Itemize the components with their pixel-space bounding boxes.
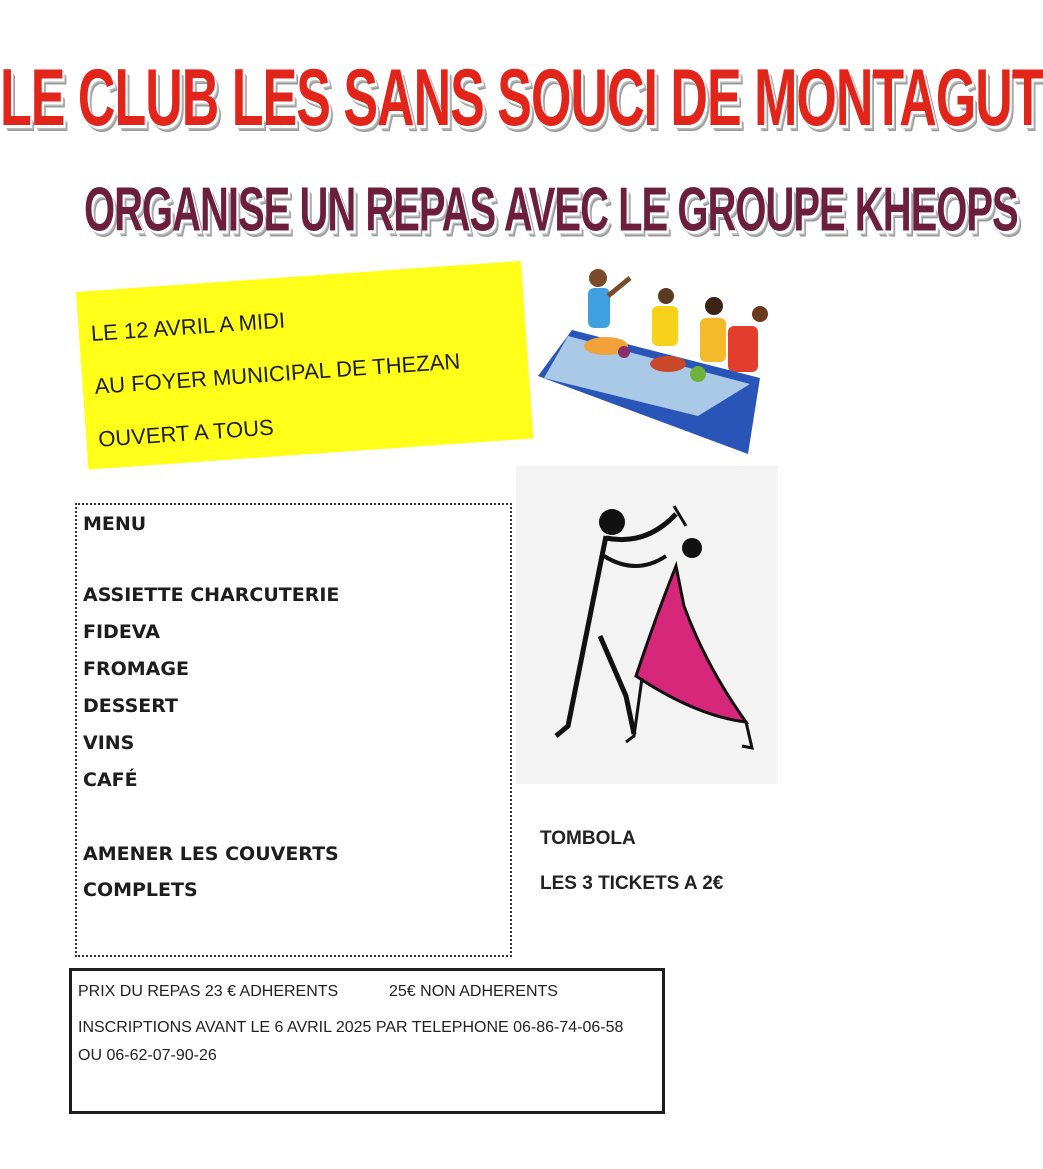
tombola-label: TOMBOLA — [540, 828, 636, 849]
event-info-box — [76, 261, 533, 470]
dinner-party-illustration — [538, 266, 760, 458]
main-title: LE CLUB LES SANS SOUCI DE MONTAGUT — [0, 53, 1043, 144]
tombola-tickets: LES 3 TICKETS A 2€ — [540, 873, 724, 894]
menu-item: ASSIETTE CHARCUTERIE — [83, 584, 340, 606]
registration-info: INSCRIPTIONS AVANT LE 6 AVRIL 2025 PAR TELEPHONE 06-86-74-06-58 — [78, 1019, 624, 1036]
dancing-couple-illustration — [516, 466, 778, 784]
event-date: LE 12 AVRIL A MIDI — [90, 307, 286, 347]
price-non-members: 25€ NON ADHERENTS — [389, 983, 558, 1000]
event-open: OUVERT A TOUS — [97, 414, 275, 452]
alt-phone: OU 06-62-07-90-26 — [78, 1047, 217, 1064]
pricing-box — [69, 968, 665, 1114]
menu-item: DESSERT — [83, 695, 178, 717]
menu-item: CAFÉ — [83, 769, 138, 791]
event-place: AU FOYER MUNICIPAL DE THEZAN — [93, 348, 461, 399]
menu-item: FROMAGE — [83, 658, 189, 680]
subtitle: ORGANISE UN REPAS AVEC LE GROUPE KHEOPS — [84, 176, 1018, 245]
price-members: PRIX DU REPAS 23 € ADHERENTS — [78, 983, 339, 1000]
menu-note: COMPLETS — [83, 879, 198, 901]
menu-note: AMENER LES COUVERTS — [83, 843, 339, 865]
menu-item: FIDEVA — [83, 621, 160, 643]
menu-box — [75, 503, 512, 957]
menu-item: VINS — [83, 732, 135, 754]
menu-heading: MENU — [83, 513, 147, 535]
